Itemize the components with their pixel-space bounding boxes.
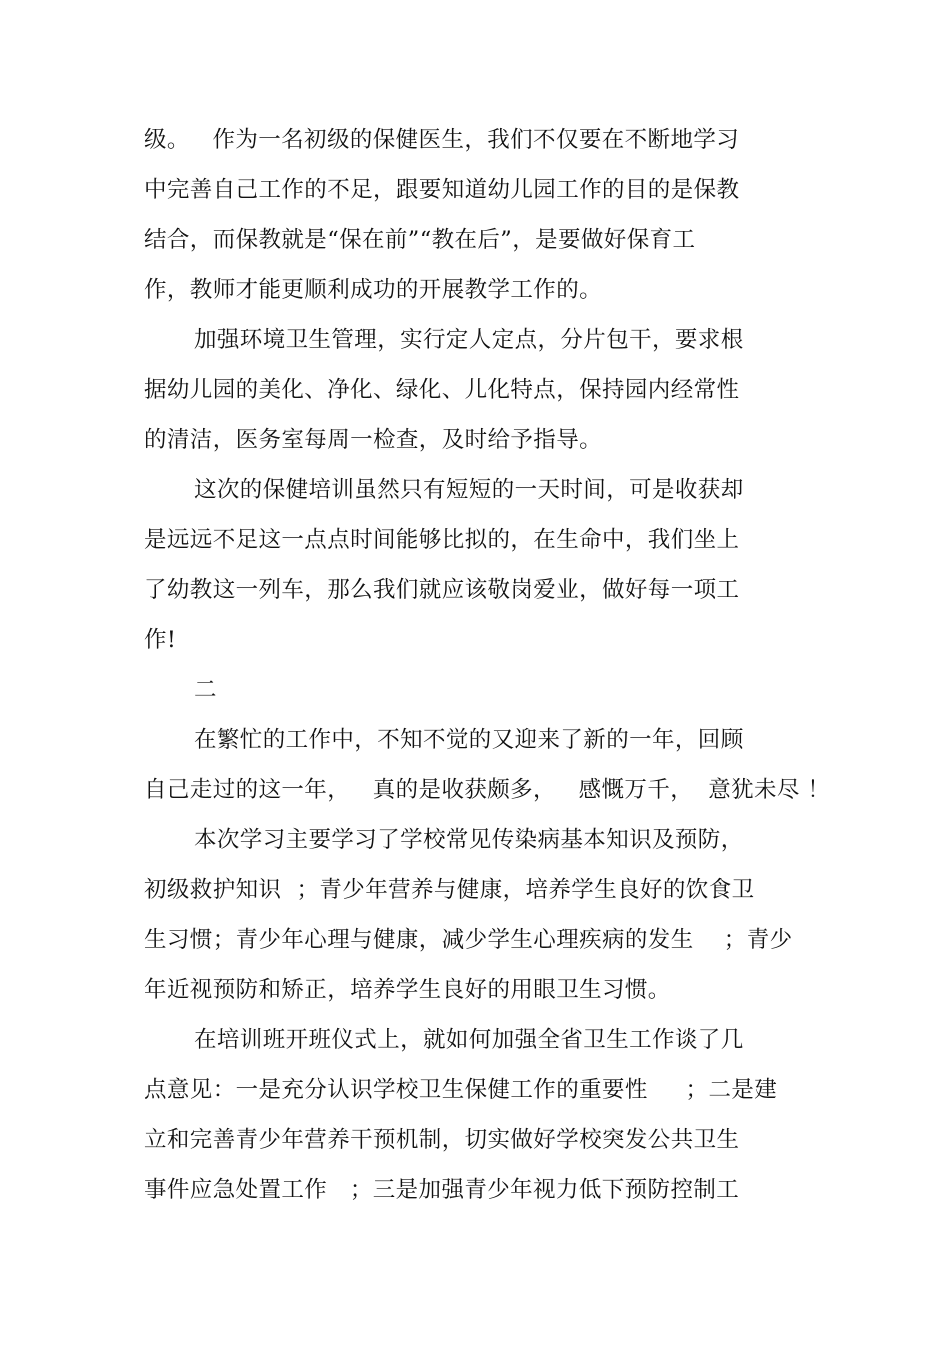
text-line: 据幼儿园的美化、净化、绿化、儿化特点，保持园内经常性 xyxy=(144,377,740,403)
text-line: 自己走过的这一年， 真的是收获颇多， 感慨万千， 意犹未尽 ！ xyxy=(144,777,831,803)
text-line: 作，教师才能更顺利成功的开展教学工作的。 xyxy=(144,277,603,303)
text-line: 初级救护知识 ；青少年营养与健康，培养学生良好的饮食卫 xyxy=(144,877,755,903)
text-line: 级。 作为一名初级的保健医生，我们不仅要在不断地学习 xyxy=(144,127,740,153)
text-line: 结合，而保教就是“保在前”“教在后”，是要做好保育工 xyxy=(144,227,696,253)
paragraph-start-line: 在繁忙的工作中，不知不觉的又迎来了新的一年，回顾 xyxy=(194,727,744,753)
text-line: 了幼教这一列车，那么我们就应该敬岗爱业，做好每一项工 xyxy=(144,577,740,603)
text-line: 生习惯；青少年心理与健康，减少学生心理疾病的发生 ；青少 xyxy=(144,927,793,953)
text-line: 点意见：一是充分认识学校卫生保健工作的重要性 ；二是建 xyxy=(144,1077,778,1103)
section-heading: 二 xyxy=(194,677,217,703)
paragraph-start-line: 在培训班开班仪式上，就如何加强全省卫生工作谈了几 xyxy=(194,1027,744,1053)
text-line: 年近视预防和矫正，培养学生良好的用眼卫生习惯。 xyxy=(144,977,671,1003)
text-line: 事件应急处置工作 ；三是加强青少年视力低下预防控制工 xyxy=(144,1177,740,1203)
text-line: 是远远不足这一点点时间能够比拟的，在生命中，我们坐上 xyxy=(144,527,740,553)
paragraph-start-line: 加强环境卫生管理，实行定人定点，分片包干，要求根 xyxy=(194,327,744,353)
paragraph-start-line: 这次的保健培训虽然只有短短的一天时间，可是收获却 xyxy=(194,477,744,503)
paragraph-start-line: 本次学习主要学习了学校常见传染病基本知识及预防， xyxy=(194,827,744,853)
text-line: 作! xyxy=(144,627,177,653)
text-line: 立和完善青少年营养干预机制，切实做好学校突发公共卫生 xyxy=(144,1127,740,1153)
text-line: 的清洁，医务室每周一检查，及时给予指导。 xyxy=(144,427,603,453)
text-line: 中完善自己工作的不足，跟要知道幼儿园工作的目的是保教 xyxy=(144,177,740,203)
